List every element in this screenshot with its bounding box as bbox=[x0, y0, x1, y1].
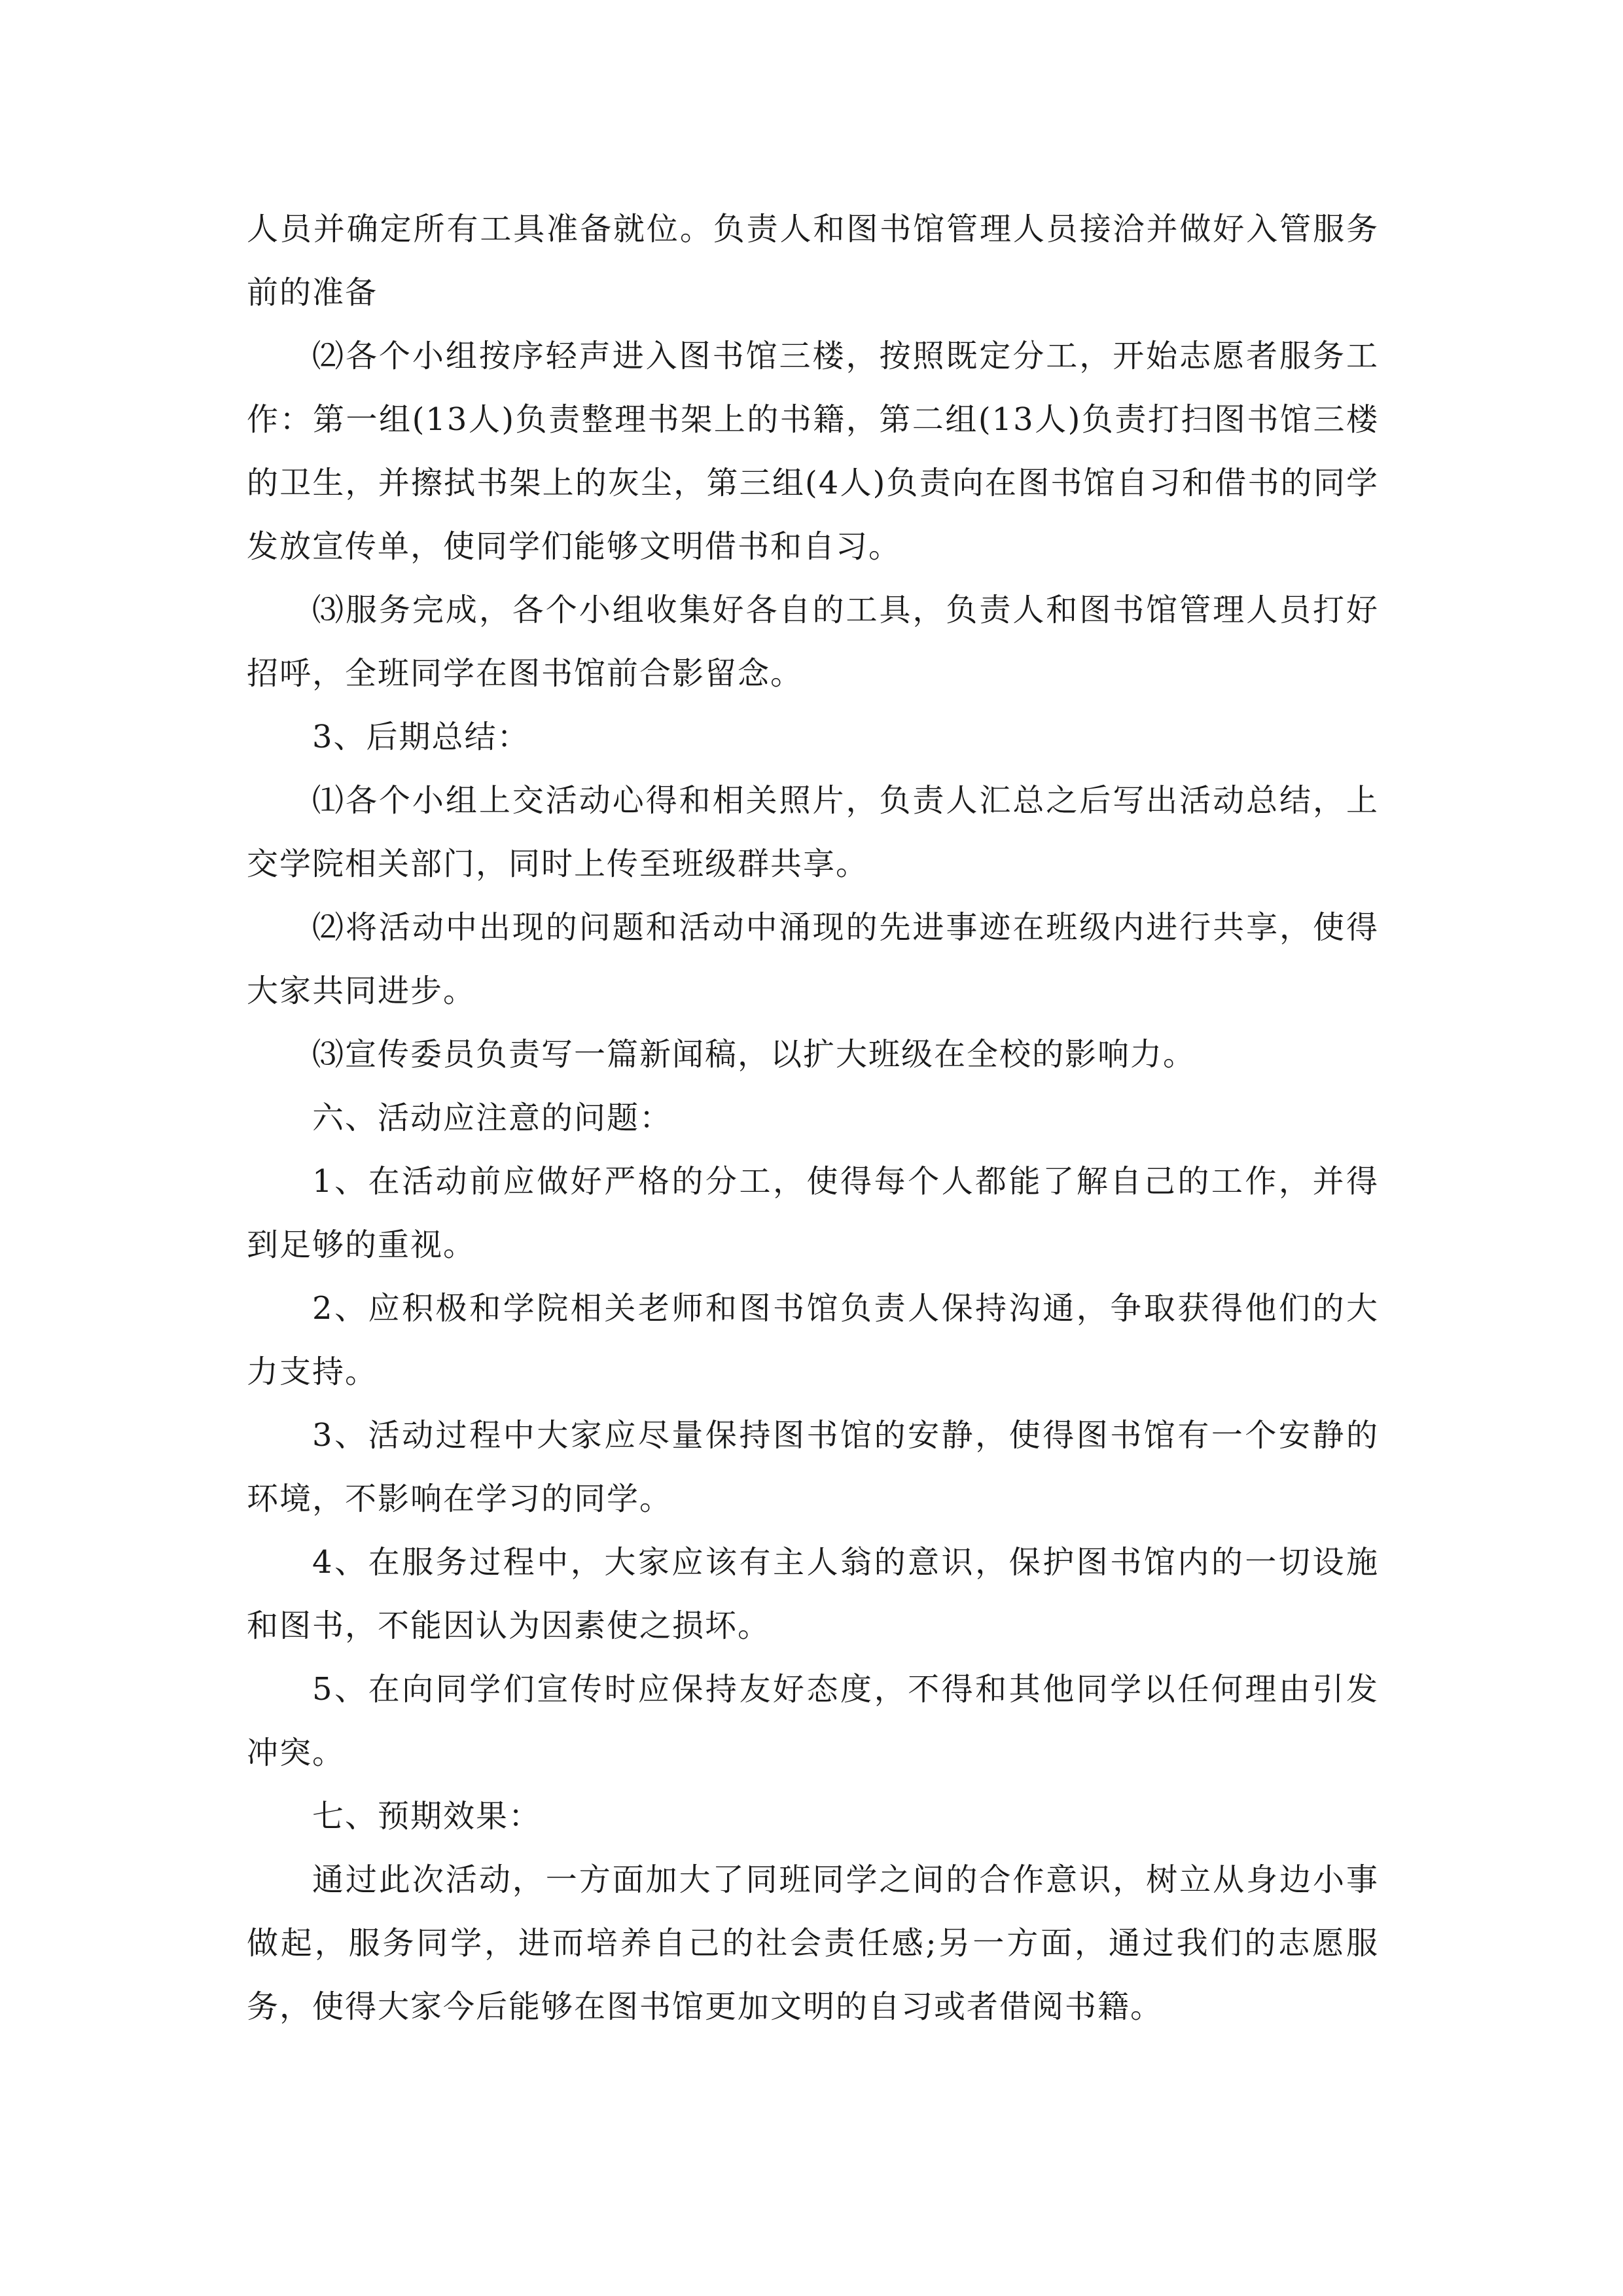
paragraph-note-1: 1、在活动前应做好严格的分工，使得每个人都能了解自己的工作，并得到足够的重视。 bbox=[247, 1163, 1379, 1263]
paragraph-step-3-service-complete: ⑶服务完成，各个小组收集好各自的工具，负责人和图书馆管理人员打好招呼，全班同学在图书馆前合影留念。 bbox=[247, 592, 1379, 692]
paragraph-note-4: 4、在服务过程中，大家应该有主人翁的意识，保护图书馆内的一切设施和图书，不能因认为因素使之损坏。 bbox=[247, 1544, 1379, 1644]
heading-section-6-notes: 六、活动应注意的问题： bbox=[312, 1100, 673, 1136]
paragraph-expected-results: 通过此次活动，一方面加大了同班同学之间的合作意识，树立从身边小事做起，服务同学，进而培养自己的社会责任感;另一方面，通过我们的志愿服务，使得大家今后能够在图书馆更加文明的自习或者借阅书籍。 bbox=[247, 1861, 1379, 2025]
paragraph-note-5: 5、在向同学们宣传时应保持友好态度，不得和其他同学以任何理由引发冲突。 bbox=[247, 1671, 1379, 1771]
document-body bbox=[247, 198, 1379, 2039]
paragraph-note-3: 3、活动过程中大家应尽量保持图书馆的安静，使得图书馆有一个安静的环境，不影响在学习的同学。 bbox=[247, 1417, 1379, 1517]
paragraph-summary-3: ⑶宣传委员负责写一篇新闻稿，以扩大班级在全校的影响力。 bbox=[312, 1036, 1196, 1073]
paragraph-note-2: 2、应积极和学院相关老师和图书馆负责人保持沟通，争取获得他们的大力支持。 bbox=[247, 1290, 1379, 1390]
paragraph-preparation-end: 人员并确定所有工具准备就位。负责人和图书馆管理人员接洽并做好入管服务前的准备 bbox=[247, 211, 1379, 311]
paragraph-summary-2: ⑵将活动中出现的问题和活动中涌现的先进事迹在班级内进行共享，使得大家共同进步。 bbox=[247, 909, 1379, 1009]
heading-section-7-expected-results: 七、预期效果： bbox=[312, 1798, 542, 1835]
heading-later-summary: 3、后期总结： bbox=[312, 719, 530, 755]
paragraph-step-2-service-work: ⑵各个小组按序轻声进入图书馆三楼，按照既定分工，开始志愿者服务工作：第一组(13人)负责整理书架上的书籍，第二组(13人)负责打扫图书馆三楼的卫生，并擦拭书架上的灰尘，第三组(4人)负责向在图书馆自习和借书的同学发放宣传单，使同学们能够文明借书和自习。 bbox=[247, 338, 1379, 565]
paragraph-summary-1: ⑴各个小组上交活动心得和相关照片，负责人汇总之后写出活动总结，上交学院相关部门，同时上传至班级群共享。 bbox=[247, 782, 1379, 882]
